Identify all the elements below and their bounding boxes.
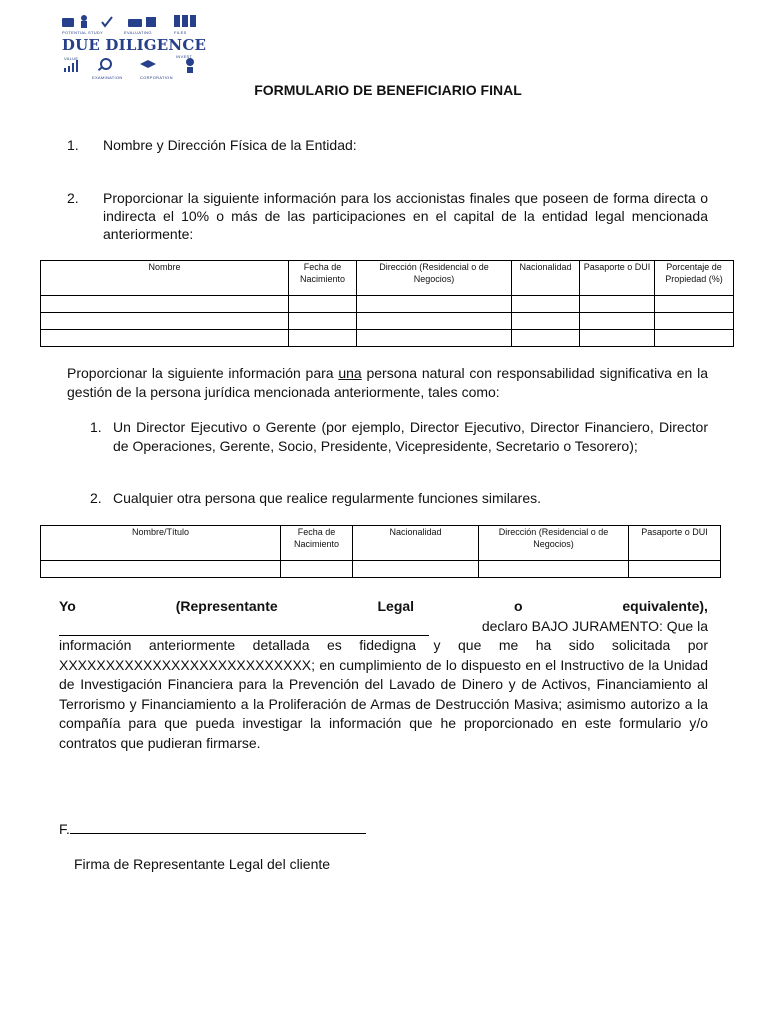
logo-word-8: CORPORATION xyxy=(140,75,173,80)
table-cell[interactable] xyxy=(655,330,734,347)
table-header-row xyxy=(41,526,721,561)
intro-text-end: persona natural con responsabilidad significativa en la gestión de la persona jurídica mencionada anteriormente, tales como: xyxy=(67,365,708,400)
column-header: Dirección (Residencial o de Negocios) xyxy=(479,526,629,561)
item-number: 2. xyxy=(67,190,79,206)
logo-title: DUE DILIGENCE xyxy=(61,36,207,54)
column-header: Nacionalidad xyxy=(512,261,580,296)
table-cell[interactable] xyxy=(357,330,512,347)
table-cell[interactable] xyxy=(580,330,655,347)
table-cell[interactable] xyxy=(357,313,512,330)
column-header: Dirección (Residencial o de Negocios) xyxy=(357,261,512,296)
column-header: Pasaporte o DUI xyxy=(629,526,721,561)
logo-word-6: INVEST xyxy=(176,54,193,59)
declaration-line2-text: declaro BAJO JURAMENTO: Que la xyxy=(481,617,708,634)
intro-text-start: Proporcionar la siguiente información para xyxy=(67,365,339,381)
column-header: Fecha de Nacimiento xyxy=(281,526,353,561)
table-cell[interactable] xyxy=(512,296,580,313)
table-row xyxy=(41,313,734,330)
signature-field[interactable] xyxy=(70,821,366,834)
column-header: Fecha de Nacimiento xyxy=(289,261,357,296)
table-row xyxy=(41,561,721,578)
table-cell[interactable] xyxy=(289,313,357,330)
sworn-declaration xyxy=(59,597,708,753)
table-cell[interactable] xyxy=(41,561,281,578)
item-text: Un Director Ejecutivo o Gerente (por ejemplo, Director Ejecutivo, Director Financiero, Director de Operaciones, Gerente, Socio, Presidente, Vicepresidente, Secretario o Tesorero); xyxy=(113,419,708,454)
intro-underlined-word: una xyxy=(338,365,362,381)
column-header: Nacionalidad xyxy=(353,526,479,561)
table-cell[interactable] xyxy=(655,296,734,313)
table-row xyxy=(41,330,734,347)
item-text: Proporcionar la siguiente información para los accionistas finales que poseen de forma directa o indirecta el 10% o más de las participaciones en el capital de la entidad legal mencionada anteriormente: xyxy=(103,190,708,242)
column-header: Nombre/Título xyxy=(41,526,281,561)
table-cell[interactable] xyxy=(281,561,353,578)
table-cell[interactable] xyxy=(41,313,289,330)
item-number: 2. xyxy=(90,490,102,506)
column-header: Nombre xyxy=(41,261,289,296)
declaration-body: información anteriormente detallada es fidedigna y que me ha sido solicitada por XXXXXXXXXXXXXXXXXXXXXXXXXXX; en cumplimiento de lo dispuesto en el Instructivo de la Unidad de Investigación Financiera para la Prevención del Lavado de Dinero y de Activos, Financiamiento al Terrorismo y Financiamiento a la Proliferación de Armas de Destrucción Masiva; asimismo autorizo a la compañía para que pueda investigar la información que he proporcionado en este formulario y/o contratos que pudieran firmarse. xyxy=(59,637,708,751)
declaration-line2 xyxy=(59,617,708,637)
signature-prefix: F. xyxy=(59,821,70,837)
declaration-word: Legal xyxy=(377,598,415,614)
table-header-row xyxy=(41,261,734,296)
column-header: Pasaporte o DUI xyxy=(580,261,655,296)
table-cell[interactable] xyxy=(479,561,629,578)
management-table xyxy=(40,525,721,578)
item-number: 1. xyxy=(67,137,79,153)
column-header: Porcentaje de Propiedad (%) xyxy=(655,261,734,296)
signature-label: Firma de Representante Legal del cliente xyxy=(74,856,331,872)
table-row xyxy=(41,296,734,313)
name-blank-line[interactable] xyxy=(59,623,429,636)
declaration-word: Yo xyxy=(59,598,76,614)
table-cell[interactable] xyxy=(655,313,734,330)
table-cell[interactable] xyxy=(629,561,721,578)
item-number: 1. xyxy=(90,419,102,435)
declaration-heading xyxy=(59,597,708,617)
declaration-word: equivalente), xyxy=(622,598,708,614)
declaration-word: (Representante xyxy=(175,598,278,614)
company-logo xyxy=(58,12,210,82)
logo-word-7: EXAMINATION xyxy=(92,75,123,80)
table-cell[interactable] xyxy=(357,296,512,313)
item-text: Cualquier otra persona que realice regularmente funciones similares. xyxy=(113,490,542,506)
table-cell[interactable] xyxy=(512,330,580,347)
page-title: FORMULARIO DE BENEFICIARIO FINAL xyxy=(254,82,522,98)
table-cell[interactable] xyxy=(41,296,289,313)
table-cell[interactable] xyxy=(289,296,357,313)
logo-word-2: STUDY xyxy=(88,30,104,35)
table-cell[interactable] xyxy=(353,561,479,578)
shareholders-table xyxy=(40,260,734,347)
table-cell[interactable] xyxy=(580,296,655,313)
logo-word-3: EVALUATING xyxy=(124,30,152,35)
item-text: Nombre y Dirección Física de la Entidad: xyxy=(103,137,357,153)
table-cell[interactable] xyxy=(41,330,289,347)
logo-word-5: VALUE xyxy=(64,56,79,61)
declaration-word: o xyxy=(513,598,523,614)
logo-word-1: POTENTIAL xyxy=(62,30,87,35)
table-cell[interactable] xyxy=(289,330,357,347)
signature-line xyxy=(59,820,366,838)
section-intro xyxy=(67,364,708,401)
table-cell[interactable] xyxy=(580,313,655,330)
table-cell[interactable] xyxy=(512,313,580,330)
logo-word-4: FILES xyxy=(174,30,187,35)
